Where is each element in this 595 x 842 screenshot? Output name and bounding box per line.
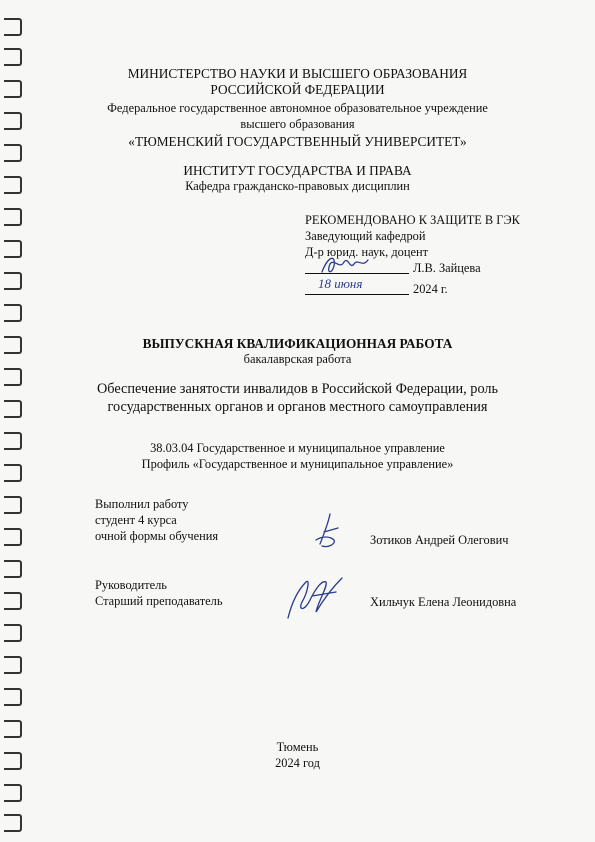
recommended-label: РЕКОМЕНДОВАНО К ЗАЩИТЕ В ГЭК: [305, 213, 520, 227]
year: 2024 год: [275, 756, 320, 770]
work-level: бакалаврская работа: [243, 352, 352, 366]
ministry-line-1: МИНИСТЕРСТВО НАУКИ И ВЫСШЕГО ОБРАЗОВАНИЯ: [127, 66, 468, 81]
institution-line-2: высшего образования: [240, 117, 355, 131]
work-type: ВЫПУСКНАЯ КВАЛИФИКАЦИОННАЯ РАБОТА: [142, 336, 453, 351]
program-code: 38.03.04 Государственное и муниципальное управление: [150, 441, 445, 455]
institution-line-1: Федеральное государственное автономное образовательное учреждение: [107, 101, 488, 115]
handwritten-date: 18 июня: [318, 276, 363, 291]
supervisor-line-2: Старший преподаватель: [95, 594, 223, 608]
supervisor-name: Хильчук Елена Леонидовна: [370, 595, 517, 609]
author-name: Зотиков Андрей Олегович: [370, 533, 509, 547]
head-degree: Д-р юрид. наук, доцент: [305, 245, 429, 259]
supervisor-line-1: Руководитель: [95, 578, 167, 592]
head-name: Л.В. Зайцева: [413, 261, 481, 275]
head-title: Заведующий кафедрой: [305, 229, 426, 243]
city: Тюмень: [276, 740, 319, 754]
approval-year: 2024 г.: [413, 282, 448, 296]
institute-name: ИНСТИТУТ ГОСУДАРСТВА И ПРАВА: [183, 163, 412, 178]
program-profile: Профиль «Государственное и муниципальное управление»: [141, 457, 454, 471]
author-line-3: очной формы обучения: [95, 529, 219, 543]
university-name: «ТЮМЕНСКИЙ ГОСУДАРСТВЕННЫЙ УНИВЕРСИТЕТ»: [128, 134, 467, 149]
work-title-line-1: Обеспечение занятости инвалидов в Российской Федерации, роль: [96, 381, 499, 397]
ministry-line-2: РОССИЙСКОЙ ФЕДЕРАЦИИ: [210, 82, 385, 97]
department-name: Кафедра гражданско-правовых дисциплин: [185, 179, 410, 193]
work-title-line-2: государственных органов и органов местного самоуправления: [107, 399, 488, 415]
head-signature: [318, 252, 378, 278]
author-signature: [308, 510, 348, 552]
author-line-2: студент 4 курса: [95, 513, 177, 527]
supervisor-signature: [282, 572, 354, 624]
author-line-1: Выполнил работу: [95, 497, 189, 511]
date-line: [305, 294, 409, 295]
